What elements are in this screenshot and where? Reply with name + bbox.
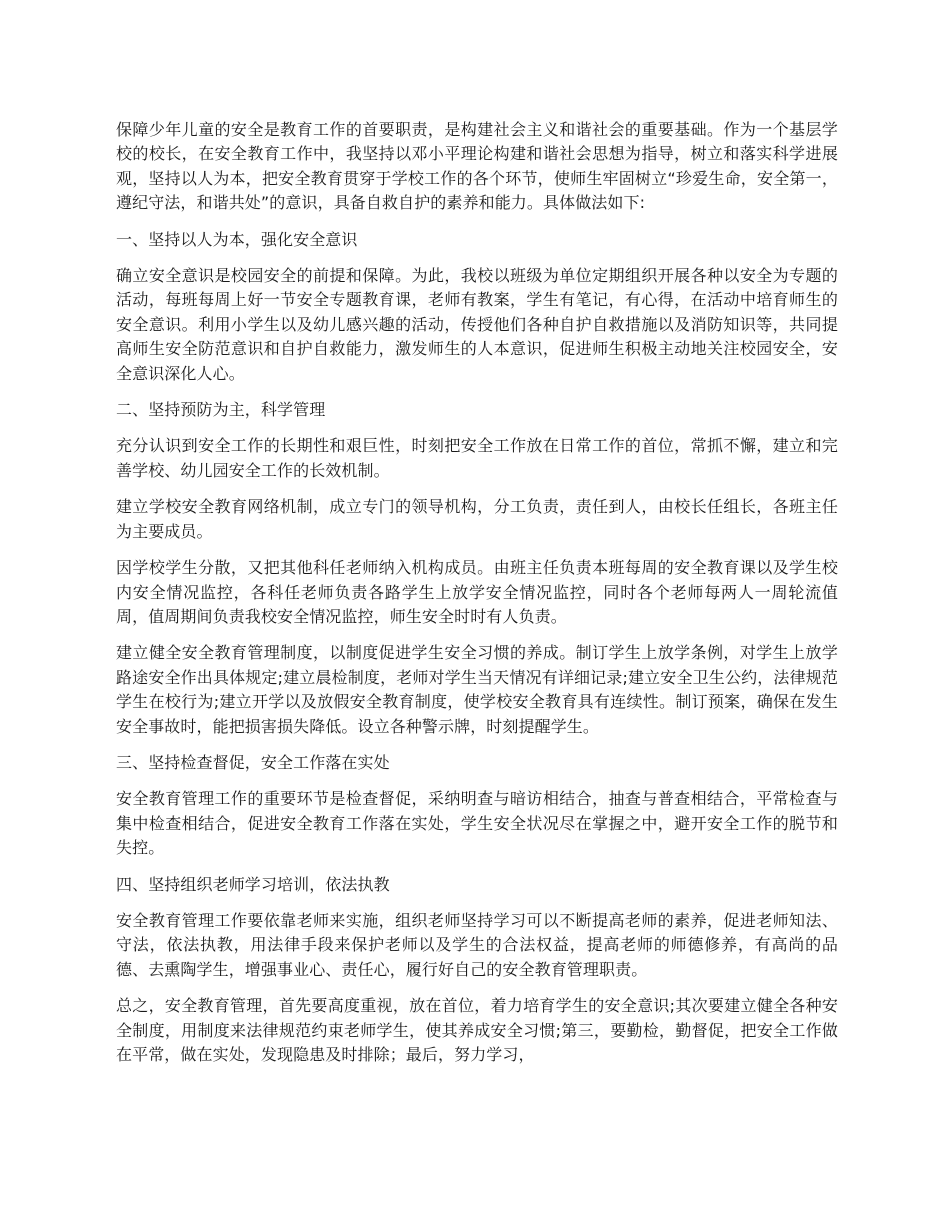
intro-paragraph: 保障少年儿童的安全是教育工作的首要职责，是构建社会主义和谐社会的重要基础。作为一个基层学校的校长，在安全教育工作中，我坚持以邓小平理论构建和谐社会思想为指导，树立和落实科学进展观，坚持以人为本，把安全教育贯穿于学校工作的各个环节，使师生牢固树立“珍爱生命，安全第一，遵纪守法，和谐共处”的意识，具备自救自护的素养和能力。具体做法如下:	[116, 120, 838, 213]
section-2-paragraph-4: 建立健全安全教育管理制度，以制度促进学生安全习惯的养成。制订学生上放学条例，对学生上放学路途安全作出具体规定;建立晨检制度，老师对学生当天情况有详细记录;建立安全卫生公约，法律规范学生在校行为;建立开学以及放假安全教育制度，使学校安全教育具有连续性。制订预案，确保在发生安全事故时，能把损害损失降低。设立各种警示牌，时刻提醒学生。	[116, 643, 838, 736]
section-2-paragraph-3: 因学校学生分散，又把其他科任老师纳入机构成员。由班主任负责本班每周的安全教育课以及学生校内安全情况监控，各科任老师负责各路学生上放学安全情况监控，同时各个老师每两人一周轮流值周，值周期间负责我校安全情况监控，师生安全时时有人负责。	[116, 558, 838, 626]
section-2-paragraph-1: 充分认识到安全工作的长期性和艰巨性，时刻把安全工作放在日常工作的首位，常抓不懈，建立和完善学校、幼儿园安全工作的长效机制。	[116, 436, 838, 480]
section-1-paragraph: 确立安全意识是校园安全的前提和保障。为此，我校以班级为单位定期组织开展各种以安全为专题的活动，每班每周上好一节安全专题教育课，老师有教案，学生有笔记，有心得，在活动中培育师生的安全意识。利用小学生以及幼儿感兴趣的活动，传授他们各种自护自救措施以及消防知识等，共同提高师生安全防范意识和自护自救能力，激发师生的人本意识，促进师生积极主动地关注校园安全，安全意识深化人心。	[116, 266, 838, 383]
conclusion-paragraph: 总之，安全教育管理，首先要高度重视，放在首位，着力培育学生的安全意识;其次要建立健全各种安全制度，用制度来法律规范约束老师学生，使其养成安全习惯;第三，要勤检，勤督促，把安全工作做在平常，做在实处，发现隐患及时排除；最后，努力学习，	[116, 996, 838, 1064]
section-heading-1: 一、坚持以人为本，强化安全意识	[116, 229, 358, 249]
section-heading-2: 二、坚持预防为主，科学管理	[116, 400, 326, 420]
section-2-paragraph-2: 建立学校安全教育网络机制，成立专门的领导机构，分工负责，责任到人，由校长任组长，各班主任为主要成员。	[116, 497, 838, 541]
document-page	[116, 118, 838, 1079]
section-heading-4: 四、坚持组织老师学习培训，依法执教	[116, 874, 390, 894]
section-4-paragraph: 安全教育管理工作要依靠老师来实施，组织老师坚持学习可以不断提高老师的素养，促进老师知法、守法，依法执教，用法律手段来保护老师以及学生的合法权益，提高老师的师德修养，有高尚的品德、去熏陶学生，增强事业心、责任心，履行好自己的安全教育管理职责。	[116, 910, 838, 979]
section-3-paragraph: 安全教育管理工作的重要环节是检查督促，采纳明查与暗访相结合，抽查与普查相结合，平常检查与集中检查相结合，促进安全教育工作落在实处，学生安全状况尽在掌握之中，避开安全工作的脱节和失控。	[116, 789, 838, 858]
section-heading-3: 三、坚持检查督促，安全工作落在实处	[116, 752, 390, 772]
